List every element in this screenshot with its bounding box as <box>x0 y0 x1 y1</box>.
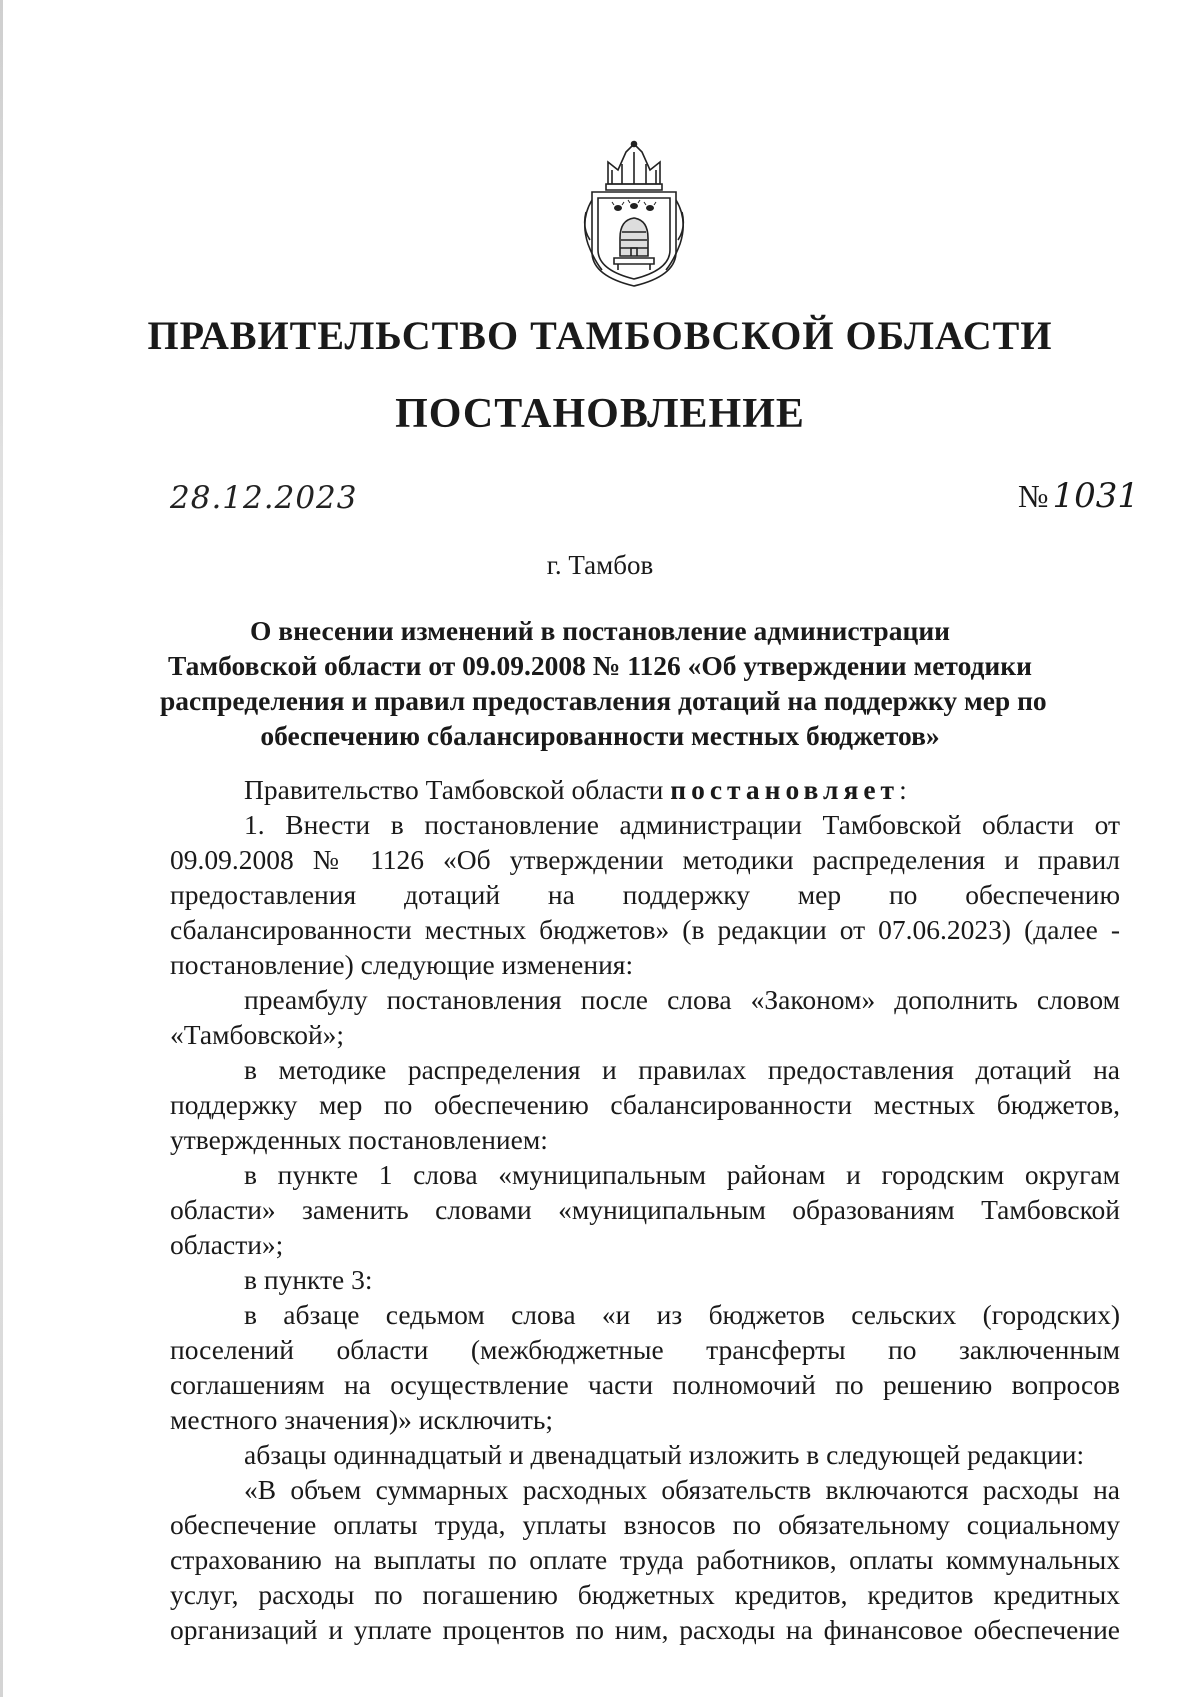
body-line: сбалансированности местных бюджетов» (в редакции от 07.06.2023) (далее - <box>170 914 1120 945</box>
subject-line: обеспечению сбалансированности местных бюджетов» <box>260 720 940 751</box>
body-line: абзацы одиннадцатый и двенадцатый изложить в следующей редакции: <box>244 1439 1085 1470</box>
body-line: обеспечение оплаты труда, уплаты взносов по обязательному социальному <box>170 1509 1120 1540</box>
body-line: поселений области (межбюджетные трансферты по заключенным <box>170 1334 1120 1365</box>
body-line: поддержку мер по обеспечению сбалансированности местных бюджетов, <box>170 1089 1120 1120</box>
organization-title: ПРАВИТЕЛЬСТВО ТАМБОВСКОЙ ОБЛАСТИ <box>147 313 1053 358</box>
subject-line: Тамбовской области от 09.09.2008 № 1126 «Об утверждении методики <box>168 650 1032 681</box>
city-line: г. Тамбов <box>546 550 654 580</box>
subject-line: распределения и правил предоставления дотаций на поддержку мер по <box>160 685 1047 716</box>
tambov-region-coat-of-arms-icon <box>578 140 690 288</box>
preamble-end: : <box>899 774 907 805</box>
preamble-keyword: постановляет <box>670 774 900 805</box>
subject-line: О внесении изменений в постановление администрации <box>249 615 951 646</box>
body-line: постановление) следующие изменения: <box>170 949 634 980</box>
body-paragraphs <box>170 807 1120 1647</box>
body-line: области» заменить словами «муниципальным образованиям Тамбовской <box>170 1194 1120 1225</box>
body-line: в пункте 3: <box>244 1264 373 1295</box>
scan-edge <box>0 0 3 1697</box>
body-line: области»; <box>170 1229 284 1260</box>
preamble <box>170 772 1120 807</box>
body-line: местного значения)» исключить; <box>170 1404 554 1435</box>
body-line: 09.09.2008 № 1126 «Об утверждении методики распределения и правил <box>170 844 1120 875</box>
body-line: соглашениям на осуществление части полномочий по решению вопросов <box>170 1369 1120 1400</box>
body-line: предоставления дотаций на поддержку мер по обеспечению <box>170 879 1120 910</box>
body-line: страхованию на выплаты по оплате труда работников, оплаты коммунальных <box>170 1544 1120 1575</box>
number-value: 1031 <box>1052 476 1140 516</box>
body-line: преамбулу постановления после слова «Законом» дополнить словом <box>244 984 1120 1015</box>
body-line: в абзаце седьмом слова «и из бюджетов сельских (городских) <box>244 1299 1120 1330</box>
preamble-text: Правительство Тамбовской области <box>244 774 671 805</box>
body-line: 1. Внести в постановление администрации Тамбовской области от <box>244 809 1120 840</box>
document-number <box>1018 476 1139 516</box>
body-line: в пункте 1 слова «муниципальным районам и городским округам <box>244 1159 1120 1190</box>
body-line: в методике распределения и правилах предоставления дотаций на <box>244 1054 1120 1085</box>
document-type-heading: ПОСТАНОВЛЕНИЕ <box>395 391 805 437</box>
body-line: утвержденных постановлением: <box>170 1124 548 1155</box>
body-line: услуг, расходы по погашению бюджетных кредитов, кредитов кредитных <box>170 1579 1120 1610</box>
number-sign: № <box>1018 478 1049 514</box>
body-line: «Тамбовской»; <box>170 1019 345 1050</box>
body-line: организаций и уплате процентов по ним, расходы на финансовое обеспечение <box>170 1614 1120 1645</box>
document-subject <box>160 613 1047 753</box>
document-date: 28.12.2023 <box>170 480 358 516</box>
document-body <box>170 772 1120 1647</box>
body-line: «В объем суммарных расходных обязательств включаются расходы на <box>244 1474 1120 1505</box>
